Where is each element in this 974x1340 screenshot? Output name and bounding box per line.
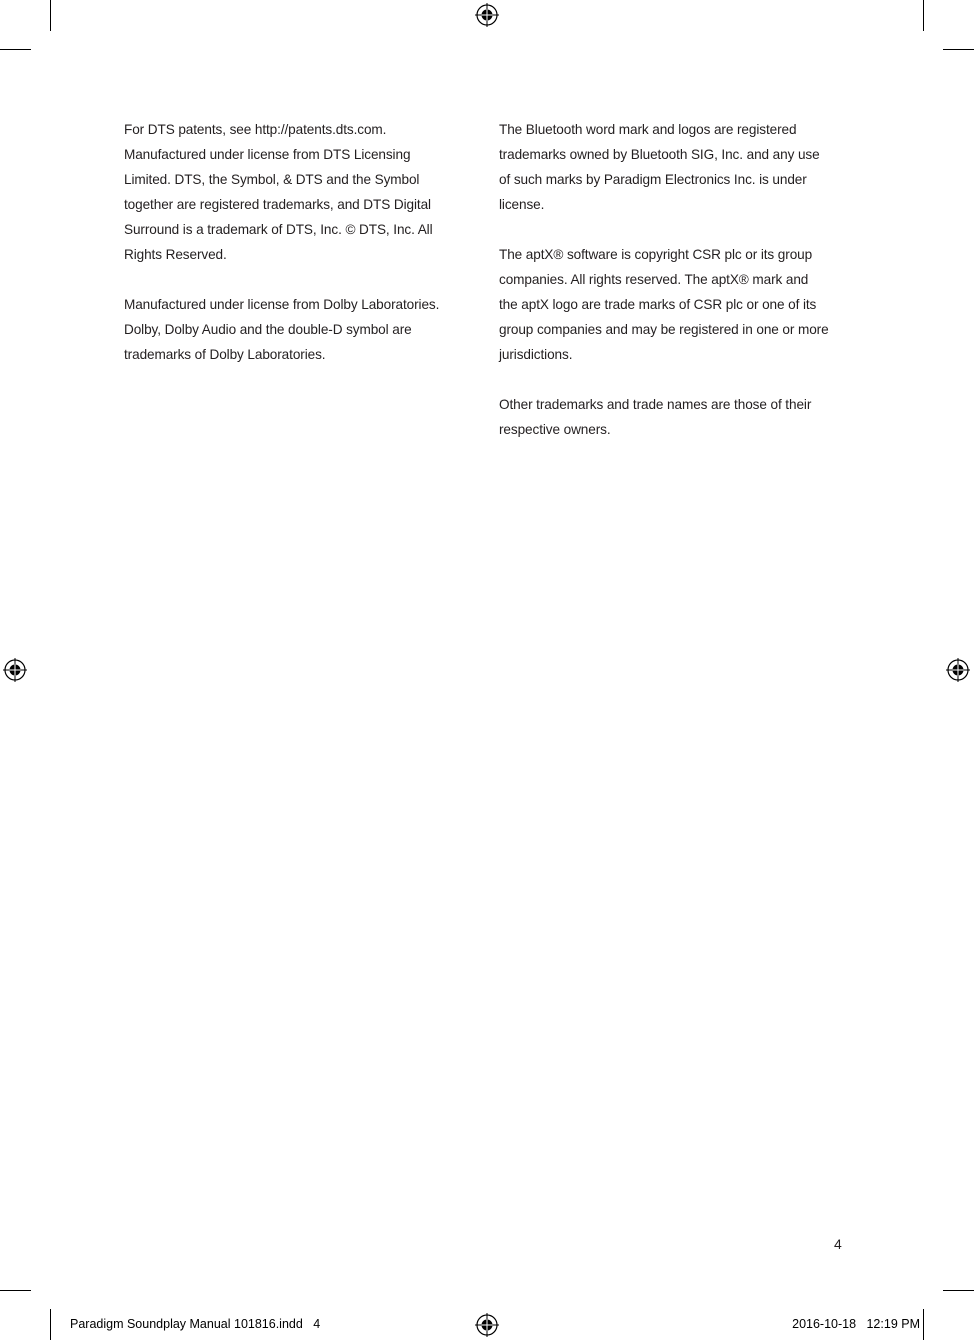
crop-mark-bottom-right-horizontal xyxy=(943,1290,974,1291)
slug-file-info: Paradigm Soundplay Manual 101816.indd 4 xyxy=(70,1317,321,1331)
crop-mark-bottom-left-horizontal xyxy=(0,1290,31,1291)
other-trademarks-notice: Other trademarks and trade names are those of their respective owners. xyxy=(499,397,812,437)
crop-mark-top-right-vertical xyxy=(923,0,924,31)
crop-mark-bottom-left-vertical xyxy=(50,1309,51,1340)
left-column xyxy=(124,117,469,392)
dts-trademark-notice: For DTS patents, see http://patents.dts.com. Manufactured under license from DTS Licensing Limited. DTS, the Symbol, & DTS and the Symbol together are registered trademarks, and DTS Digital Surround is a trademark of DTS, Inc. © DTS, Inc. All Rights Reserved. xyxy=(124,122,433,262)
slug-timestamp: 2016-10-18 12:19 PM xyxy=(792,1317,920,1331)
page-number: 4 xyxy=(834,1236,842,1252)
crop-mark-top-right-horizontal xyxy=(943,49,974,50)
registration-mark-icon xyxy=(3,658,27,682)
registration-mark-icon xyxy=(475,1313,499,1337)
right-column xyxy=(499,117,849,467)
crop-mark-bottom-right-vertical xyxy=(923,1309,924,1340)
crop-mark-top-left-vertical xyxy=(50,0,51,31)
aptx-copyright-notice: The aptX® software is copyright CSR plc or its group companies. All rights reserved. The aptX® mark and the aptX logo are trade marks of CSR plc or one of its group companies and may be registered in one or more jurisdictions. xyxy=(499,247,829,362)
crop-mark-top-left-horizontal xyxy=(0,49,31,50)
registration-mark-icon xyxy=(946,658,970,682)
registration-mark-icon xyxy=(475,3,499,27)
bluetooth-trademark-notice: The Bluetooth word mark and logos are registered trademarks owned by Bluetooth SIG, Inc. and any use of such marks by Paradigm Electronics Inc. is under license. xyxy=(499,122,820,212)
dolby-trademark-notice: Manufactured under license from Dolby Laboratories. Dolby, Dolby Audio and the double-D symbol are trademarks of Dolby Laboratories. xyxy=(124,297,440,362)
